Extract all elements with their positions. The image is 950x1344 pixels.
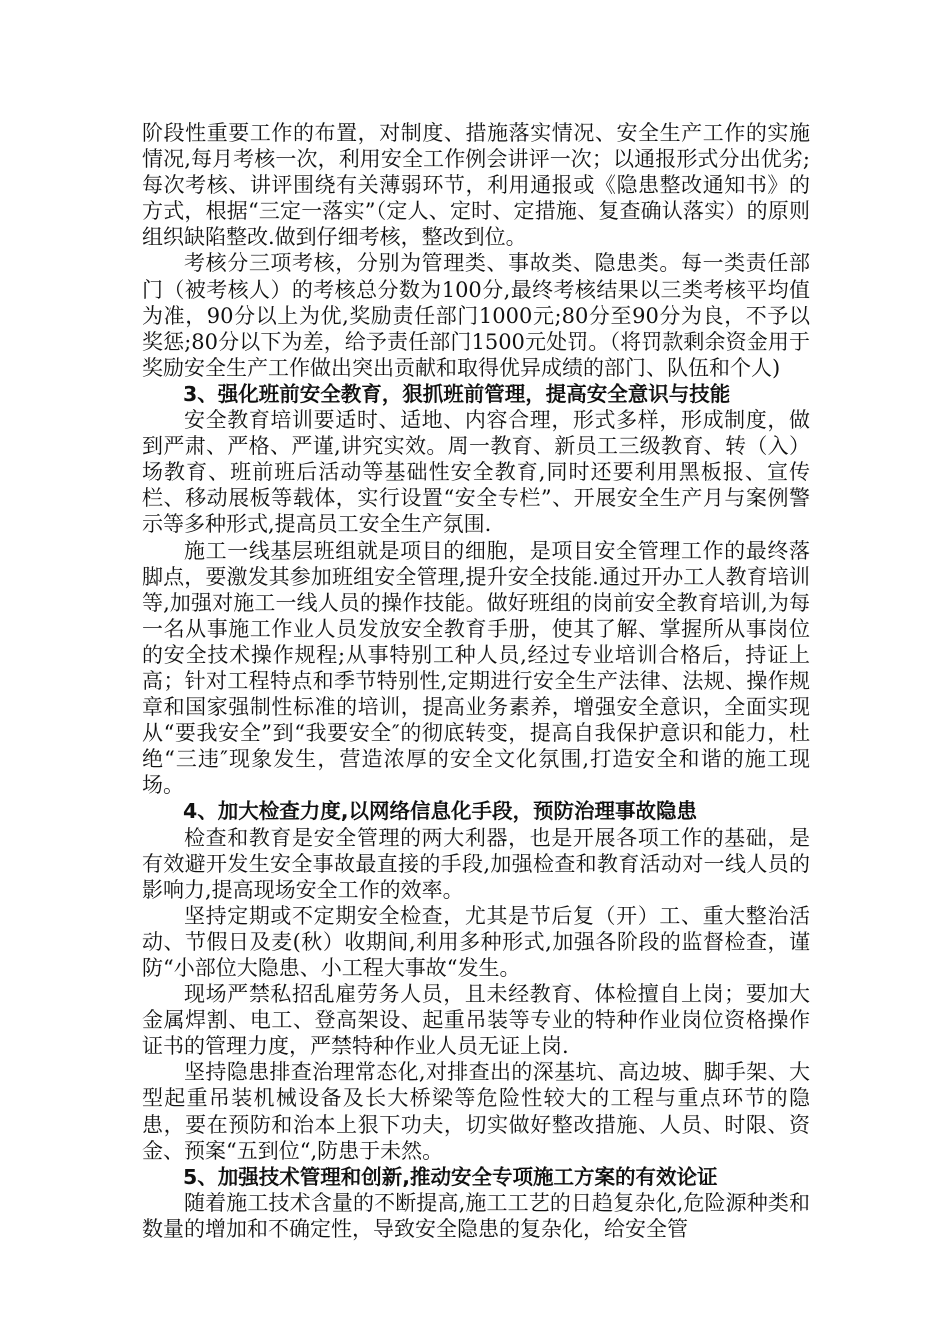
paragraph-team-training: 施工一线基层班组就是项目的细胞，是项目安全管理工作的最终落脚点，要激发其参加班组安全管理,提升安全技能.通过开办工人教育培训等,加强对施工一线人员的操作技能。做好班组的岗前安全教育培训,为每一名从事施工作业人员发放安全教育手册，使其了解、掌握所从事岗位的安全技术操作规程;从事特别工种人员,经过专业培训合格后，持证上高；针对工程特点和季节特别性,定期进行安全生产法律、法规、操作规章和国家强制性标准的培训，提高业务素养，增强安全意识，全面实现从“要我安全”到“我要安全″的彻底转变，提高自我保护意识和能力，杜绝“三违″现象发生，营造浓厚的安全文化氛围,打造安全和谐的施工现场。 bbox=[142, 538, 810, 798]
document-body bbox=[142, 120, 810, 1242]
paragraph-hazard-remediation: 坚持隐患排查治理常态化,对排查出的深基坑、高边坡、脚手架、大型起重吊装机械设备及长大桥梁等危险性较大的工程与重点环节的隐患，要在预防和治本上狠下功夫，切实做好整改措施、人员、时限、资金、预案“五到位“,防患于未然。 bbox=[142, 1060, 810, 1163]
paragraph-assessment-scoring: 考核分三项考核，分别为管理类、事故类、隐患类。每一类责任部门（被考核人）的考核总分数为100分,最终考核结果以三类考核平均值为准，90分以上为优,奖励责任部门1000元;80分至90分为良，不予以奖惩;80分以下为差，给予责任部门1500元处罚。（将罚款剩余资金用于奖励安全生产工作做出突出贡献和取得优异成绩的部门、队伍和个人) bbox=[142, 251, 810, 380]
paragraph-site-personnel: 现场严禁私招乱雇劳务人员，且未经教育、体检擅自上岗；要加大金属焊割、电工、登高架设、起重吊装等专业的特种作业岗位资格操作证书的管理力度，严禁特种作业人员无证上岗. bbox=[142, 982, 810, 1059]
paragraph-assessment-arrangement: 阶段性重要工作的布置，对制度、措施落实情况、安全生产工作的实施情况,每月考核一次，利用安全工作例会讲评一次；以通报形式分出优劣;每次考核、讲评围绕有关薄弱环节，利用通报或《隐患整改通知书》的方式，根据“三定一落实”（定人、定时、定措施、复查确认落实）的原则组织缺陷整改.做到仔细考核，整改到位。 bbox=[142, 121, 810, 250]
paragraph-inspection-education: 检查和教育是安全管理的两大利器，也是开展各项工作的基础，是有效避开发生安全事故最直接的手段,加强检查和教育活动对一线人员的影响力,提高现场安全工作的效率。 bbox=[142, 825, 810, 902]
paragraph-technical-management: 随着施工技术含量的不断提高,施工工艺的日趋复杂化,危险源种类和数量的增加和不确定性，导致安全隐患的复杂化，给安全管 bbox=[142, 1190, 810, 1241]
paragraph-safety-education: 安全教育培训要适时、适地、内容合理，形式多样，形成制度，做到严肃、严格、严谨,讲究实效。周一教育、新员工三级教育、转（入）场教育、班前班后活动等基础性安全教育,同时还要利用黑板报、宣传栏、移动展板等载体，实行设置“安全专栏”、开展安全生产月与案例警示等多种形式,提高员工安全生产氛围. bbox=[142, 408, 810, 537]
paragraph-regular-inspection: 坚持定期或不定期安全检查，尤其是节后复（开）工、重大整治活动、节假日及麦(秋）收期间,利用多种形式,加强各阶段的监督检查，谨防“小部位大隐患、小工程大事故“发生。 bbox=[142, 903, 810, 980]
section-heading-5: 5、加强技术管理和创新,推动安全专项施工方案的有效论证 bbox=[183, 1164, 718, 1189]
section-heading-4: 4、加大检查力度,以网络信息化手段，预防治理事故隐患 bbox=[183, 799, 698, 824]
section-heading-3: 3、强化班前安全教育，狠抓班前管理，提高安全意识与技能 bbox=[183, 381, 731, 406]
